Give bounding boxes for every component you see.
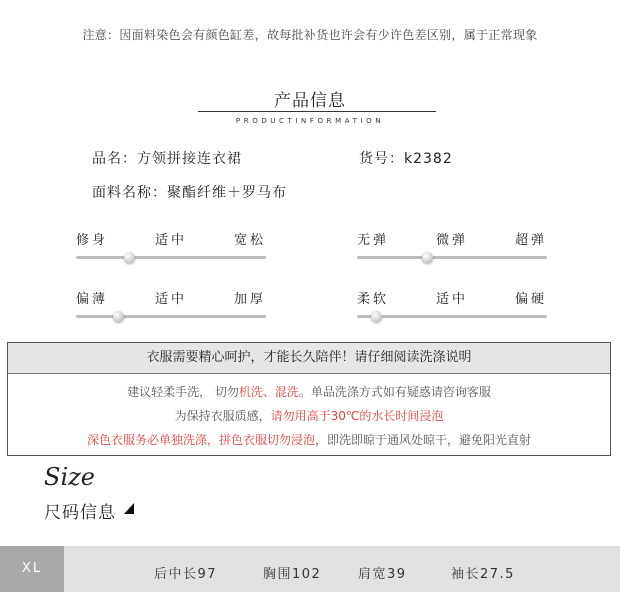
scale-label-right: 超弹	[514, 233, 547, 248]
scale-track	[76, 315, 266, 318]
fabric-name: 面料名称：聚酯纤维＋罗马布	[92, 185, 287, 201]
color-variance-notice: 注意：因面料染色会有颜色缸差，故每批补货也许会有少许色差区别，属于正常现象	[82, 28, 538, 42]
care-line-2	[8, 407, 610, 424]
product-info-title: 产品信息	[274, 91, 346, 111]
back-length-cell: 后中长97	[154, 567, 218, 582]
item-number: 货号：k2382	[359, 151, 453, 167]
care-instructions-box	[7, 342, 611, 456]
scale-label-right: 偏硬	[514, 292, 547, 307]
care-warning-text: 深色衣服务必单独洗涤，拼色衣服切勿浸泡	[86, 433, 315, 447]
corner-triangle-icon	[124, 503, 134, 514]
softness-scale	[357, 288, 547, 318]
product-info-subtitle: PRODUCTINFORMATION	[235, 117, 385, 125]
scale-track	[76, 256, 266, 259]
scale-label-left: 修身	[76, 233, 109, 248]
care-warning-text: 请勿用高于30℃的水长时间浸泡	[270, 409, 444, 423]
size-label: XL	[0, 546, 64, 592]
fit-scale	[76, 229, 266, 259]
care-heading: 衣服需要精心呵护，才能长久陪伴！请仔细阅读洗涤说明	[8, 343, 610, 374]
stretch-scale	[357, 229, 547, 259]
care-text: ，即洗即晾于通风处晾干，避免阳光直射	[315, 433, 532, 447]
scale-label-mid: 适中	[435, 292, 468, 307]
scale-label-left: 柔软	[357, 292, 390, 307]
size-script-title: Size	[44, 463, 95, 491]
scale-label-right: 宽松	[233, 233, 266, 248]
care-text: 建议轻柔手洗， 切勿	[127, 385, 239, 399]
scale-track	[357, 315, 547, 318]
care-line-3	[8, 431, 610, 448]
care-warning-text: 机洗、混洗	[238, 385, 299, 399]
scale-label-left: 偏薄	[76, 292, 109, 307]
care-text: 。单品洗涤方式如有疑惑请咨询客服	[298, 385, 491, 399]
care-text: 为保持衣服质感，	[174, 409, 271, 423]
scale-knob	[124, 252, 135, 263]
product-name: 品名：方领拼接连衣裙	[92, 151, 242, 167]
thickness-scale	[76, 288, 266, 318]
scale-knob	[422, 252, 433, 263]
scale-label-right: 加厚	[233, 292, 266, 307]
title-divider	[198, 111, 436, 112]
shoulder-cell: 肩宽39	[358, 567, 407, 582]
scale-knob	[371, 311, 382, 322]
scale-knob	[113, 311, 124, 322]
care-line-1	[8, 383, 610, 400]
bust-cell: 胸围102	[263, 567, 322, 582]
scale-label-mid: 适中	[154, 292, 187, 307]
scale-label-mid: 适中	[154, 233, 187, 248]
size-info-title: 尺码信息	[44, 503, 116, 523]
sleeve-length-cell: 袖长27.5	[451, 567, 515, 582]
scale-label-mid: 微弹	[435, 233, 468, 248]
scale-label-left: 无弹	[357, 233, 390, 248]
scale-track	[357, 256, 547, 259]
